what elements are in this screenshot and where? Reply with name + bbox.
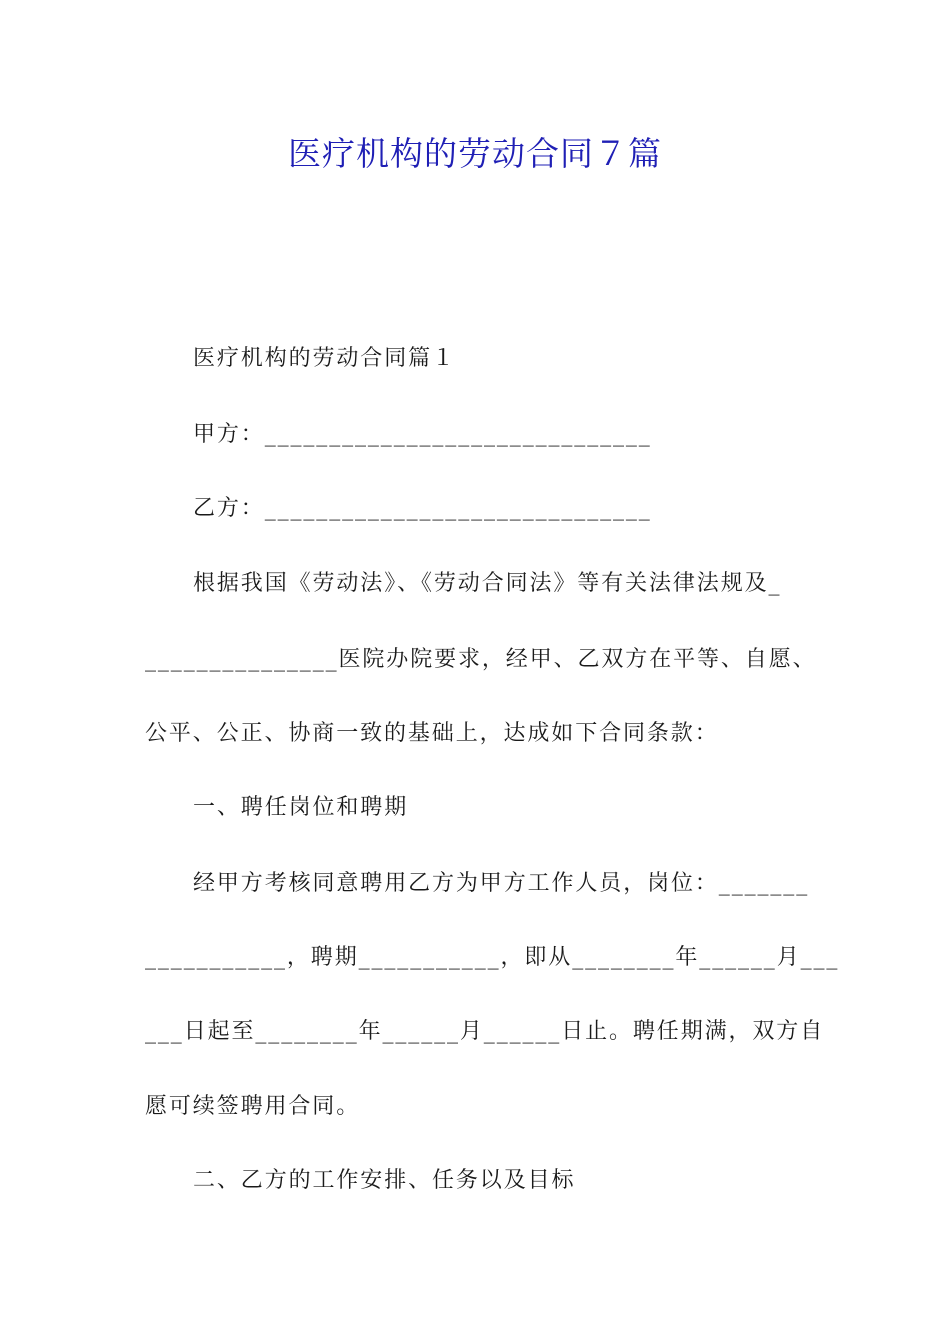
paragraph-line: ___________，聘期___________，即从________年______月___: [145, 945, 840, 970]
paragraph-line: _______________医院办院要求，经甲、乙双方在平等、自愿、: [145, 647, 817, 672]
document-title: 医疗机构的劳动合同７篇: [288, 134, 662, 173]
section-heading-contract-1: 医疗机构的劳动合同篇１: [193, 346, 456, 371]
clause-heading-2: 二、乙方的工作安排、任务以及目标: [193, 1168, 576, 1193]
paragraph-line: 经甲方考核同意聘用乙方为甲方工作人员，岗位：_______: [193, 871, 810, 896]
paragraph-line: 根据我国《劳动法》、《劳动合同法》等有关法律法规及_: [193, 571, 782, 596]
paragraph-line: 公平、公正、协商一致的基础上，达成如下合同条款：: [145, 721, 719, 746]
party-a-line: 甲方：______________________________: [193, 422, 652, 447]
paragraph-line: 愿可续签聘用合同。: [145, 1094, 361, 1119]
party-b-line: 乙方：______________________________: [193, 496, 652, 521]
paragraph-line: ___日起至________年______月______日止。聘任期满，双方自: [145, 1019, 825, 1044]
clause-heading-1: 一、聘任岗位和聘期: [193, 795, 409, 820]
